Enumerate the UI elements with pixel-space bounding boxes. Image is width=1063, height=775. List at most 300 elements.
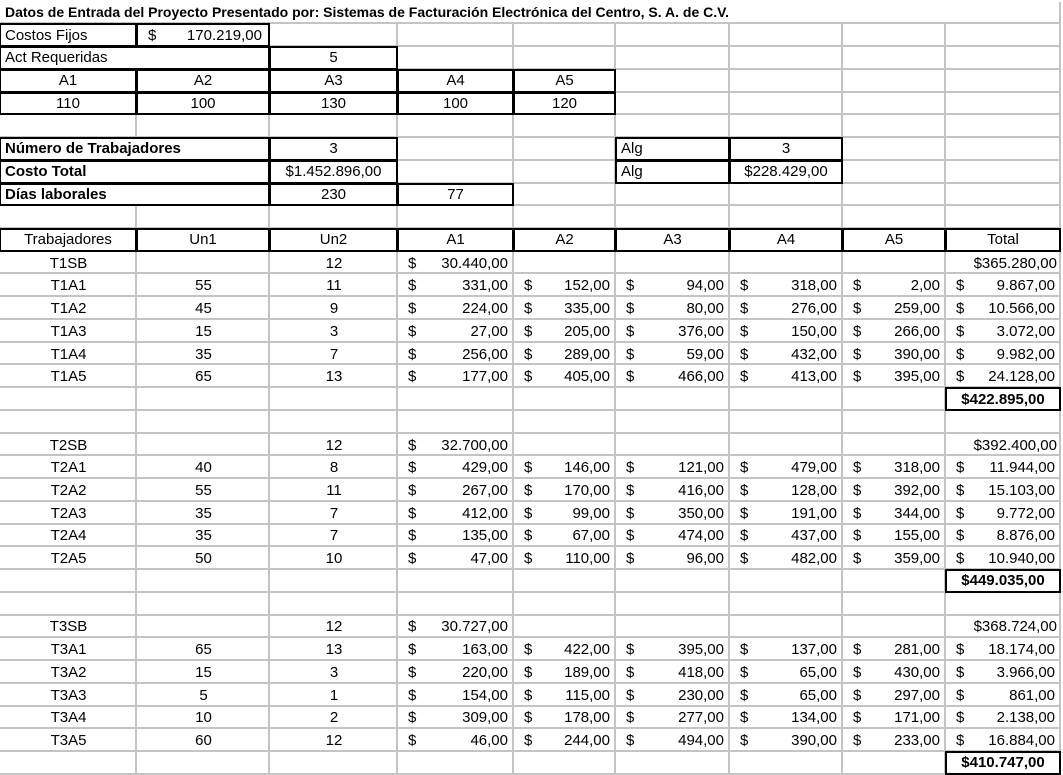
a5-amount[interactable] xyxy=(843,320,946,343)
a1-amount[interactable] xyxy=(398,274,514,297)
currency-symbol: $ xyxy=(740,368,749,386)
a3-amount[interactable] xyxy=(616,456,730,479)
grid-cell[interactable] xyxy=(843,47,946,70)
grid-cell[interactable] xyxy=(946,411,1061,434)
a3-amount[interactable] xyxy=(616,707,730,730)
row-total[interactable] xyxy=(946,661,1061,684)
activity-header[interactable]: A4 xyxy=(397,69,514,93)
group-total[interactable]: $449.035,00 xyxy=(945,569,1061,593)
worker-name[interactable]: T3A4 xyxy=(50,709,87,727)
row-total[interactable] xyxy=(946,729,1061,752)
a4-amount[interactable] xyxy=(730,456,843,479)
sheet-title[interactable]: Datos de Entrada del Proyecto Presentado por: Sistemas de Facturación Electrónica del Centro, S. A. de C.V. xyxy=(0,2,946,25)
worker-name[interactable]: T1SB xyxy=(49,254,88,272)
grid-cell[interactable] xyxy=(616,411,730,434)
a2-amount[interactable] xyxy=(514,525,616,548)
grid-cell[interactable] xyxy=(616,47,730,70)
a2-amount[interactable] xyxy=(514,320,616,343)
un2-value[interactable]: 7 xyxy=(329,527,339,545)
table-header-a2[interactable]: A2 xyxy=(513,228,616,252)
a2-amount[interactable] xyxy=(514,479,616,502)
grid-cell[interactable] xyxy=(514,24,616,47)
grid-cell[interactable] xyxy=(137,206,270,229)
grid-cell[interactable] xyxy=(398,752,514,775)
a4-amount[interactable] xyxy=(730,274,843,297)
a4-amount[interactable] xyxy=(730,525,843,548)
a1-amount[interactable] xyxy=(398,616,514,639)
un1-value[interactable]: 60 xyxy=(195,732,212,750)
grid-cell[interactable] xyxy=(398,138,514,161)
grid-cell[interactable] xyxy=(946,593,1061,616)
a2-amount[interactable] xyxy=(514,456,616,479)
grid-cell[interactable] xyxy=(730,752,843,775)
activity-header[interactable]: A3 xyxy=(269,69,398,93)
a1-amount[interactable] xyxy=(398,707,514,730)
grid-cell[interactable] xyxy=(270,24,398,47)
row-total[interactable] xyxy=(946,525,1061,548)
grid-cell[interactable] xyxy=(398,47,514,70)
grid-cell[interactable] xyxy=(730,24,843,47)
grid-cell[interactable] xyxy=(730,206,843,229)
un1-value[interactable]: 35 xyxy=(195,527,212,545)
row-total[interactable] xyxy=(946,343,1061,366)
grid-cell[interactable] xyxy=(843,184,946,207)
grid-cell[interactable] xyxy=(616,115,730,138)
grid-cell[interactable] xyxy=(616,93,730,116)
grid-cell[interactable] xyxy=(730,593,843,616)
a2-amount[interactable] xyxy=(514,297,616,320)
a2-amount[interactable] xyxy=(514,547,616,570)
a4-amount[interactable] xyxy=(730,297,843,320)
grid-cell[interactable] xyxy=(398,593,514,616)
activity-requirement[interactable]: 130 xyxy=(269,92,398,116)
a2-amount[interactable] xyxy=(514,684,616,707)
un1-value[interactable]: 55 xyxy=(195,277,212,295)
grid-cell[interactable] xyxy=(270,388,398,411)
un2-value[interactable]: 8 xyxy=(329,459,339,477)
row-total[interactable] xyxy=(946,502,1061,525)
worker-name[interactable]: T3A1 xyxy=(50,641,87,659)
a3-amount[interactable] xyxy=(616,479,730,502)
worker-name[interactable]: T2A1 xyxy=(50,459,87,477)
worker-name[interactable]: T1A2 xyxy=(50,300,87,318)
un2-value[interactable]: 7 xyxy=(329,345,339,363)
un1-value[interactable]: 15 xyxy=(195,663,212,681)
grid-cell[interactable] xyxy=(843,570,946,593)
currency-symbol: $ xyxy=(853,504,862,522)
table-header-total[interactable]: Total xyxy=(945,228,1061,252)
a5-amount[interactable] xyxy=(843,547,946,570)
a2-amount[interactable] xyxy=(514,365,616,388)
un2-value[interactable]: 10 xyxy=(325,550,343,568)
a1-amount[interactable] xyxy=(398,434,514,457)
a2-amount[interactable] xyxy=(514,502,616,525)
activity-header[interactable]: A1 xyxy=(0,69,137,93)
activity-header[interactable]: A2 xyxy=(136,69,270,93)
a5-amount[interactable] xyxy=(843,729,946,752)
a3-amount[interactable] xyxy=(616,729,730,752)
grid-cell[interactable] xyxy=(0,570,137,593)
un2-value[interactable]: 13 xyxy=(325,368,343,386)
a4-amount[interactable] xyxy=(730,502,843,525)
row-total[interactable]: $368.724,00 xyxy=(973,618,1057,636)
grid-cell[interactable] xyxy=(843,138,946,161)
grid-cell[interactable] xyxy=(514,206,616,229)
grid-cell[interactable] xyxy=(0,593,137,616)
a5-amount[interactable] xyxy=(843,502,946,525)
a1-amount[interactable] xyxy=(398,320,514,343)
grid-cell[interactable] xyxy=(0,411,137,434)
grid-cell[interactable] xyxy=(843,616,946,639)
worker-name[interactable]: T2A2 xyxy=(50,481,87,499)
grid-cell[interactable] xyxy=(514,161,616,184)
grid-cell[interactable] xyxy=(137,411,270,434)
a1-amount[interactable] xyxy=(398,502,514,525)
a5-amount[interactable] xyxy=(843,525,946,548)
grid-cell[interactable] xyxy=(843,206,946,229)
table-header-a4[interactable]: A4 xyxy=(729,228,843,252)
a2-amount[interactable] xyxy=(514,343,616,366)
grid-cell[interactable] xyxy=(616,24,730,47)
grid-cell[interactable] xyxy=(514,47,616,70)
activity-requirement[interactable]: 100 xyxy=(397,92,514,116)
grid-cell[interactable] xyxy=(730,570,843,593)
grid-cell[interactable] xyxy=(730,388,843,411)
un2-value[interactable]: 12 xyxy=(325,436,343,454)
grid-cell[interactable] xyxy=(616,388,730,411)
grid-cell[interactable] xyxy=(137,434,270,457)
un2-value[interactable]: 11 xyxy=(326,277,342,295)
a4-amount[interactable] xyxy=(730,320,843,343)
grid-cell[interactable] xyxy=(843,115,946,138)
a4-amount[interactable] xyxy=(730,729,843,752)
grid-cell[interactable] xyxy=(514,616,616,639)
grid-cell[interactable] xyxy=(0,388,137,411)
un1-value[interactable]: 45 xyxy=(195,300,212,318)
a3-amount[interactable] xyxy=(616,638,730,661)
grid-cell[interactable] xyxy=(616,252,730,275)
a5-amount[interactable] xyxy=(843,661,946,684)
grid-cell[interactable] xyxy=(946,138,1061,161)
grid-cell[interactable] xyxy=(730,411,843,434)
grid-cell[interactable] xyxy=(398,161,514,184)
a5-amount[interactable] xyxy=(843,297,946,320)
grid-cell[interactable] xyxy=(514,138,616,161)
grid-cell[interactable] xyxy=(843,70,946,93)
fixed-costs-value[interactable] xyxy=(136,23,270,47)
grid-cell[interactable] xyxy=(843,752,946,775)
a2-amount[interactable] xyxy=(514,638,616,661)
a3-amount[interactable] xyxy=(616,661,730,684)
un2-value[interactable]: 12 xyxy=(325,254,343,272)
grid-cell[interactable] xyxy=(616,593,730,616)
required-activities-value[interactable]: 5 xyxy=(269,46,398,70)
worker-name[interactable]: T3A3 xyxy=(50,686,87,704)
grid-cell[interactable] xyxy=(843,411,946,434)
grid-cell[interactable] xyxy=(616,206,730,229)
a1-amount[interactable] xyxy=(398,252,514,275)
activity-requirement[interactable]: 120 xyxy=(513,92,616,116)
worker-name[interactable]: T3A2 xyxy=(50,663,87,681)
grid-cell[interactable] xyxy=(946,93,1061,116)
a1-amount[interactable] xyxy=(398,638,514,661)
a1-amount[interactable] xyxy=(398,343,514,366)
un2-value[interactable]: 7 xyxy=(329,504,339,522)
grid-cell[interactable] xyxy=(0,115,137,138)
grid-cell[interactable] xyxy=(616,434,730,457)
un2-value[interactable]: 13 xyxy=(325,641,343,659)
row-total[interactable] xyxy=(946,684,1061,707)
amount: 309,00 xyxy=(462,709,508,727)
grid-cell[interactable] xyxy=(730,252,843,275)
grid-cell[interactable] xyxy=(730,93,843,116)
fixed-costs-label[interactable]: Costos Fijos xyxy=(0,23,137,47)
table-header-a5[interactable]: A5 xyxy=(842,228,946,252)
grid-cell[interactable] xyxy=(730,616,843,639)
un1-value[interactable]: 65 xyxy=(195,641,212,659)
row-total[interactable] xyxy=(946,320,1061,343)
grid-cell[interactable] xyxy=(398,206,514,229)
un1-value[interactable]: 15 xyxy=(195,322,212,340)
row-total[interactable]: $392.400,00 xyxy=(973,436,1057,454)
table-header-un2[interactable]: Un2 xyxy=(269,228,398,252)
a2-amount[interactable] xyxy=(514,707,616,730)
worker-name[interactable]: T2SB xyxy=(49,436,88,454)
un2-value[interactable]: 1 xyxy=(329,686,339,704)
grid-cell[interactable] xyxy=(270,570,398,593)
grid-cell[interactable] xyxy=(946,184,1061,207)
grid-cell[interactable] xyxy=(730,47,843,70)
worker-name[interactable]: T3SB xyxy=(49,618,88,636)
grid-cell[interactable] xyxy=(398,24,514,47)
grid-cell[interactable] xyxy=(270,752,398,775)
grid-cell[interactable] xyxy=(514,388,616,411)
un2-value[interactable]: 3 xyxy=(329,663,339,681)
row-total[interactable] xyxy=(946,365,1061,388)
row-total[interactable] xyxy=(946,479,1061,502)
grid-cell[interactable] xyxy=(514,434,616,457)
row-total[interactable] xyxy=(946,547,1061,570)
grid-cell[interactable] xyxy=(137,115,270,138)
amount: 27,00 xyxy=(470,322,508,340)
grid-cell[interactable] xyxy=(137,752,270,775)
grid-cell[interactable] xyxy=(730,115,843,138)
grid-cell[interactable] xyxy=(0,752,137,775)
grid-cell[interactable] xyxy=(270,115,398,138)
grid-cell[interactable] xyxy=(398,115,514,138)
grid-cell[interactable] xyxy=(398,388,514,411)
grid-cell[interactable] xyxy=(843,593,946,616)
a5-amount[interactable] xyxy=(843,343,946,366)
a1-amount[interactable] xyxy=(398,547,514,570)
a2-amount[interactable] xyxy=(514,274,616,297)
a5-amount[interactable] xyxy=(843,707,946,730)
a3-amount[interactable] xyxy=(616,343,730,366)
un1-value[interactable]: 35 xyxy=(195,504,212,522)
a5-amount[interactable] xyxy=(843,638,946,661)
a3-amount[interactable] xyxy=(616,502,730,525)
row-total[interactable] xyxy=(946,297,1061,320)
worker-name[interactable]: T1A3 xyxy=(50,322,87,340)
worker-name[interactable]: T2A5 xyxy=(50,550,87,568)
grid-cell[interactable] xyxy=(270,206,398,229)
row-total[interactable] xyxy=(946,638,1061,661)
a1-amount[interactable] xyxy=(398,456,514,479)
worker-name[interactable]: T1A4 xyxy=(50,345,87,363)
work-days-extra[interactable]: 77 xyxy=(397,183,514,207)
grid-cell[interactable] xyxy=(616,184,730,207)
a2-amount[interactable] xyxy=(514,729,616,752)
table-header-a1[interactable]: A1 xyxy=(397,228,514,252)
grid-cell[interactable] xyxy=(514,752,616,775)
row-total[interactable]: $365.280,00 xyxy=(973,254,1057,272)
a1-amount[interactable] xyxy=(398,479,514,502)
grid-cell[interactable] xyxy=(946,24,1061,47)
grid-cell[interactable] xyxy=(730,184,843,207)
alg-value[interactable]: $228.429,00 xyxy=(729,160,843,184)
a1-amount[interactable] xyxy=(398,661,514,684)
a3-amount[interactable] xyxy=(616,320,730,343)
un1-value[interactable]: 55 xyxy=(195,481,212,499)
un1-value[interactable]: 35 xyxy=(195,345,212,363)
grid-cell[interactable] xyxy=(514,411,616,434)
a4-amount[interactable] xyxy=(730,638,843,661)
un1-value[interactable]: 5 xyxy=(199,686,208,704)
group-total[interactable]: $422.895,00 xyxy=(945,387,1061,411)
grid-cell[interactable] xyxy=(514,184,616,207)
a4-amount[interactable] xyxy=(730,365,843,388)
grid-cell[interactable] xyxy=(514,252,616,275)
un1-value[interactable]: 50 xyxy=(195,550,212,568)
grid-cell[interactable] xyxy=(270,593,398,616)
a5-amount[interactable] xyxy=(843,479,946,502)
a1-amount[interactable] xyxy=(398,525,514,548)
un1-value[interactable]: 40 xyxy=(195,459,212,477)
un1-value[interactable]: 10 xyxy=(195,709,212,727)
grid-cell[interactable] xyxy=(137,593,270,616)
grid-cell[interactable] xyxy=(616,70,730,93)
alg-value[interactable]: 3 xyxy=(729,137,843,161)
grid-cell[interactable] xyxy=(137,616,270,639)
grid-cell[interactable] xyxy=(398,570,514,593)
un2-value[interactable]: 2 xyxy=(329,709,339,727)
total-cost-value[interactable]: $1.452.896,00 xyxy=(269,160,398,184)
amount: 134,00 xyxy=(791,709,837,727)
table-header-un1[interactable]: Un1 xyxy=(136,228,270,252)
worker-name[interactable]: T1A5 xyxy=(50,368,87,386)
table-header-trabajadores[interactable]: Trabajadores xyxy=(0,228,137,252)
a5-amount[interactable] xyxy=(843,274,946,297)
grid-cell[interactable] xyxy=(946,115,1061,138)
workers-label[interactable]: Número de Trabajadores xyxy=(0,137,270,161)
grid-cell[interactable] xyxy=(514,570,616,593)
a4-amount[interactable] xyxy=(730,479,843,502)
un2-value[interactable]: 12 xyxy=(325,618,343,636)
work-days-label[interactable]: Días laborales xyxy=(0,183,270,207)
grid-cell[interactable] xyxy=(843,161,946,184)
worker-name[interactable]: T3A5 xyxy=(50,732,87,750)
a1-amount[interactable] xyxy=(398,297,514,320)
activity-requirement[interactable]: 110 xyxy=(0,92,137,116)
a5-amount[interactable] xyxy=(843,684,946,707)
table-header-a3[interactable]: A3 xyxy=(615,228,730,252)
a4-amount[interactable] xyxy=(730,684,843,707)
alg-label[interactable]: Alg xyxy=(615,137,730,161)
grid-cell[interactable] xyxy=(843,388,946,411)
workers-value[interactable]: 3 xyxy=(269,137,398,161)
a1-amount[interactable] xyxy=(398,729,514,752)
grid-cell[interactable] xyxy=(843,252,946,275)
worker-name[interactable]: T2A3 xyxy=(50,504,87,522)
grid-cell[interactable] xyxy=(398,411,514,434)
a4-amount[interactable] xyxy=(730,707,843,730)
row-total[interactable] xyxy=(946,707,1061,730)
work-days-value[interactable]: 230 xyxy=(269,183,398,207)
a3-amount[interactable] xyxy=(616,297,730,320)
a4-amount[interactable] xyxy=(730,343,843,366)
grid-cell[interactable] xyxy=(946,2,1061,25)
grid-cell[interactable] xyxy=(137,252,270,275)
grid-cell[interactable] xyxy=(946,161,1061,184)
a3-amount[interactable] xyxy=(616,684,730,707)
a3-amount[interactable] xyxy=(616,365,730,388)
grid-cell[interactable] xyxy=(730,70,843,93)
worker-name[interactable]: T2A4 xyxy=(50,527,87,545)
a2-amount[interactable] xyxy=(514,661,616,684)
grid-cell[interactable] xyxy=(616,570,730,593)
a3-amount[interactable] xyxy=(616,525,730,548)
grid-cell[interactable] xyxy=(843,93,946,116)
grid-cell[interactable] xyxy=(946,70,1061,93)
grid-cell[interactable] xyxy=(137,570,270,593)
a1-amount[interactable] xyxy=(398,684,514,707)
grid-cell[interactable] xyxy=(616,616,730,639)
grid-cell[interactable] xyxy=(137,388,270,411)
row-total[interactable] xyxy=(946,274,1061,297)
grid-cell[interactable] xyxy=(843,24,946,47)
a5-amount[interactable] xyxy=(843,365,946,388)
un2-value[interactable]: 9 xyxy=(329,300,339,318)
alg-label[interactable]: Alg xyxy=(615,160,730,184)
total-cost-label[interactable]: Costo Total xyxy=(0,160,270,184)
grid-cell[interactable] xyxy=(843,434,946,457)
grid-cell[interactable] xyxy=(270,411,398,434)
activity-requirement[interactable]: 100 xyxy=(136,92,270,116)
grid-cell[interactable] xyxy=(730,434,843,457)
activity-header[interactable]: A5 xyxy=(513,69,616,93)
grid-cell[interactable] xyxy=(946,47,1061,70)
worker-name[interactable]: T1A1 xyxy=(50,277,87,295)
a3-amount[interactable] xyxy=(616,274,730,297)
un1-value[interactable]: 65 xyxy=(195,368,212,386)
group-total[interactable]: $410.747,00 xyxy=(945,751,1061,775)
row-total[interactable] xyxy=(946,456,1061,479)
grid-cell[interactable] xyxy=(514,115,616,138)
un2-value[interactable]: 3 xyxy=(329,322,339,340)
a4-amount[interactable] xyxy=(730,661,843,684)
grid-cell[interactable] xyxy=(0,206,137,229)
grid-cell[interactable] xyxy=(946,206,1061,229)
required-activities-label[interactable]: Act Requeridas xyxy=(0,46,270,70)
un2-value[interactable]: 11 xyxy=(326,481,342,499)
a4-amount[interactable] xyxy=(730,547,843,570)
grid-cell[interactable] xyxy=(514,593,616,616)
a3-amount[interactable] xyxy=(616,547,730,570)
a5-amount[interactable] xyxy=(843,456,946,479)
grid-cell[interactable] xyxy=(616,752,730,775)
un2-value[interactable]: 12 xyxy=(325,732,343,750)
a1-amount[interactable] xyxy=(398,365,514,388)
